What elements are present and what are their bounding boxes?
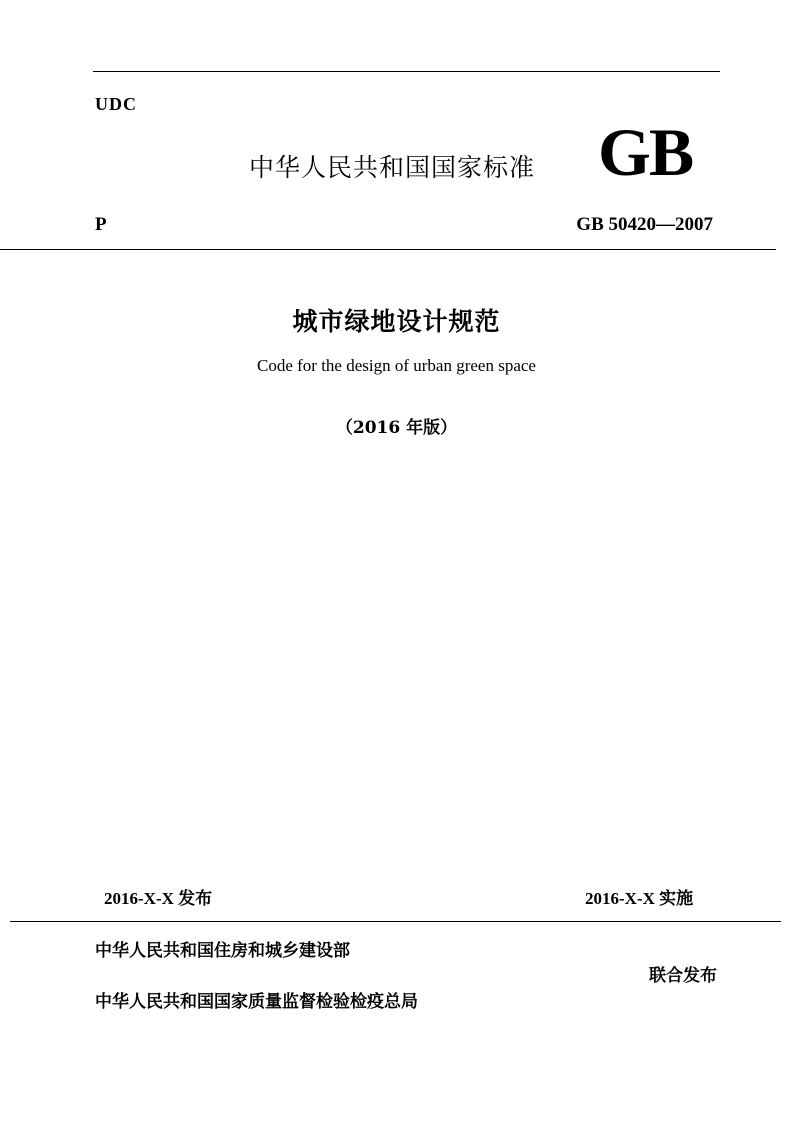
publisher-quality-inspection: 中华人民共和国国家质量监督检验检疫总局	[95, 992, 418, 1012]
document-title-english: Code for the design of urban green space	[257, 356, 536, 375]
udc-label: UDC	[95, 94, 137, 114]
implement-date: 2016-X-X 实施	[585, 889, 694, 908]
footer-divider	[10, 921, 781, 922]
joint-release-label: 联合发布	[649, 966, 717, 986]
standard-number: GB 50420—2007	[576, 214, 713, 235]
publisher-ministry-housing: 中华人民共和国住房和城乡建设部	[95, 941, 350, 961]
document-title-chinese: 城市绿地设计规范	[292, 307, 501, 336]
classification-code: P	[95, 214, 107, 235]
national-standard-label: 中华人民共和国国家标准	[249, 153, 536, 182]
publish-date: 2016-X-X 发布	[104, 889, 213, 908]
gb-logo: GB	[598, 114, 693, 190]
top-rule	[93, 71, 720, 72]
edition-label: （2016 年版）	[335, 418, 458, 438]
header-divider	[0, 249, 776, 250]
